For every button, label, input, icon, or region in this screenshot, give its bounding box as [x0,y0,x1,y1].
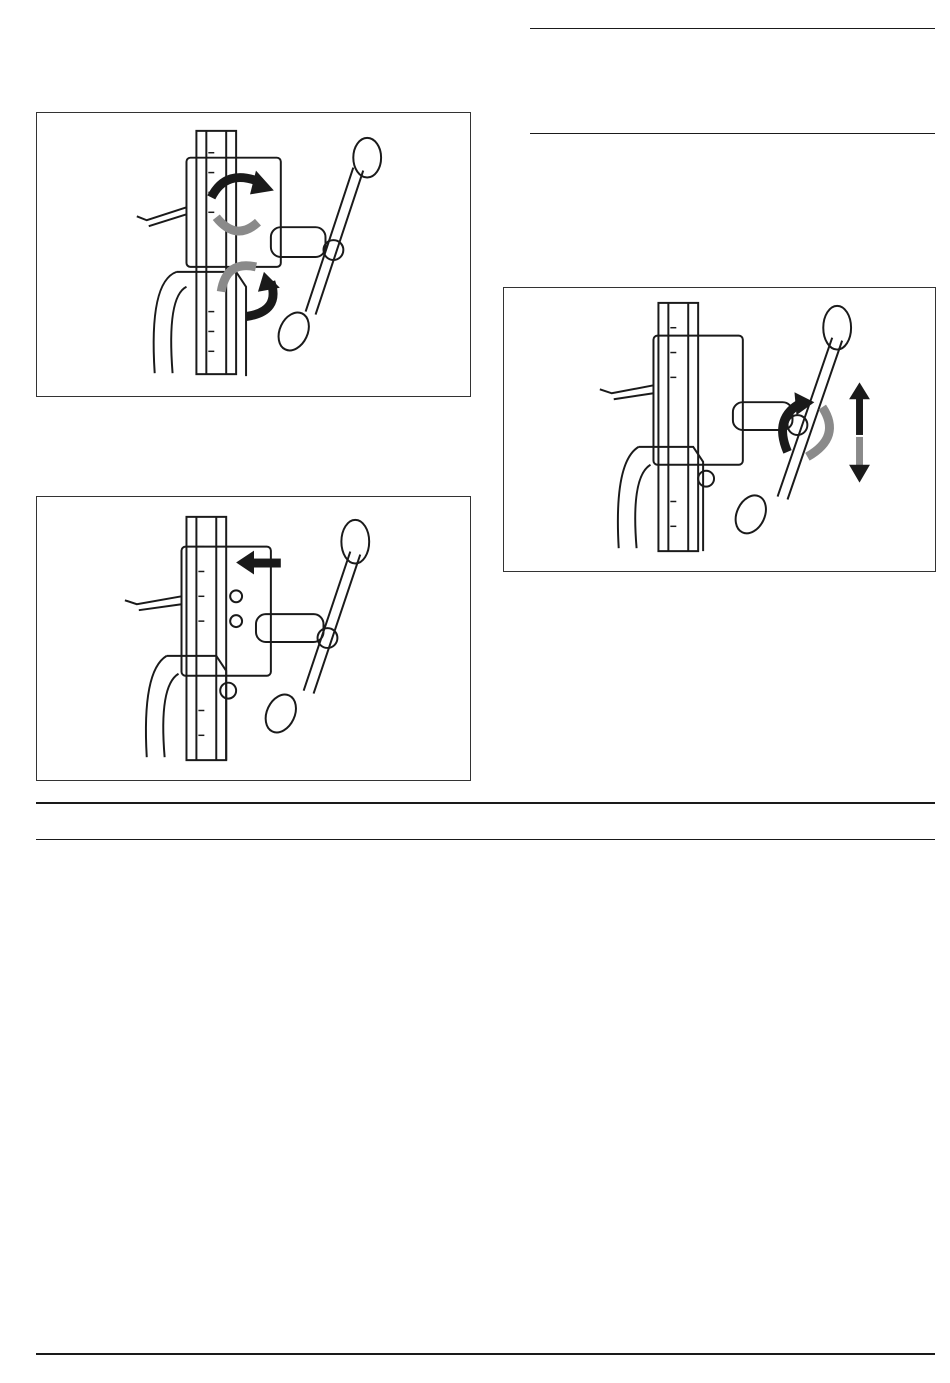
drill-stand-illustration-2 [37,497,470,780]
rotate-counterclockwise-arrow-icon [221,266,280,317]
section-rule-top [36,802,935,804]
figure-rotate-clamps [36,112,471,397]
rotate-clockwise-arrow-icon [211,171,274,231]
top-right-rule-2 [530,133,935,134]
section-rule-bottom [36,839,935,840]
drill-stand-illustration-3 [504,288,935,571]
up-down-arrow-icon [849,382,870,482]
top-right-rule-1 [530,28,935,29]
push-left-arrow-icon [236,551,281,575]
figure-crank-adjust [503,287,936,572]
figure-push-carriage [36,496,471,781]
drill-stand-illustration-1 [37,113,470,396]
footer-rule [36,1353,935,1355]
